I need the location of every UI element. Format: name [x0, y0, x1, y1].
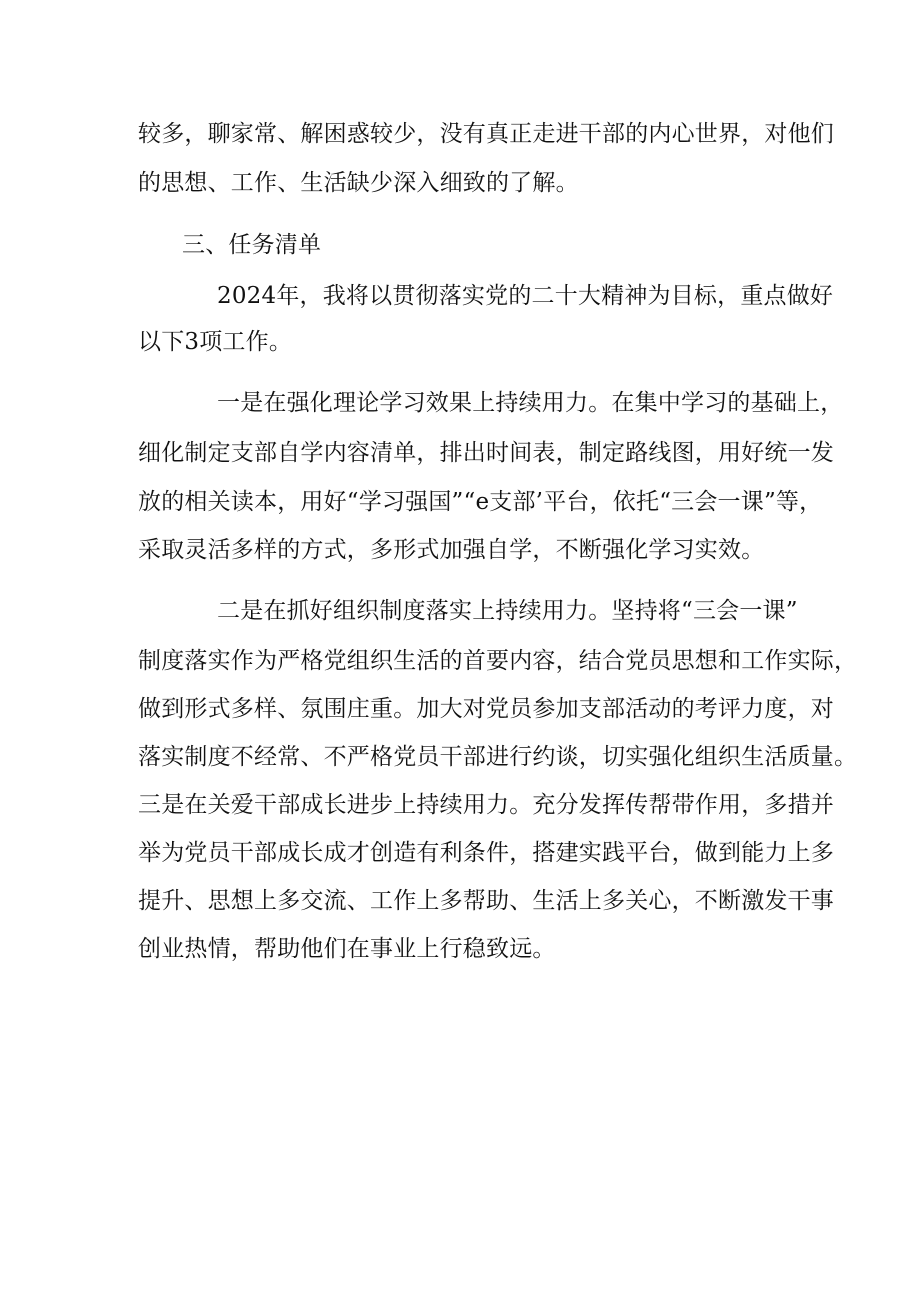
body-line: 制度落实作为严格党组织生活的首要内容，结合党员思想和工作实际，	[138, 648, 858, 674]
body-line: 举为党员干部成长成才创造有利条件，搭建实践平台，做到能力上多	[138, 840, 834, 866]
body-line: 2024年，我将以贯彻落实党的二十大精神为目标，重点做好	[217, 283, 834, 309]
body-line: 放的相关读本，用好“学习强国”“e支部’平台，依托“三会一课”等，	[138, 489, 823, 515]
body-line: 三是在关爱干部成长进步上持续用力。充分发挥传帮带作用，多措并	[138, 792, 834, 818]
body-line: 创业热情，帮助他们在事业上行稳致远。	[138, 936, 556, 962]
body-line: 提升、思想上多交流、工作上多帮助、生活上多关心，不断激发干事	[138, 888, 834, 914]
body-line: 二是在抓好组织制度落实上持续用力。坚持将“三会一课”	[217, 598, 798, 624]
body-line: 细化制定支部自学内容清单，排出时间表，制定路线图，用好统一发	[138, 440, 834, 466]
body-line: 较多，聊家常、解困惑较少，没有真正走进干部的内心世界，对他们	[138, 121, 834, 147]
section-heading: 三、任务清单	[182, 232, 322, 258]
body-line: 落实制度不经常、不严格党员干部进行约谈，切实强化组织生活质量。	[138, 744, 858, 770]
body-line: 采取灵活多样的方式，多形式加强自学，不断强化学习实效。	[138, 537, 765, 563]
body-line: 以下3项工作。	[138, 329, 293, 355]
body-line: 一是在强化理论学习效果上持续用力。在集中学习的基础上，	[217, 390, 844, 416]
body-line: 做到形式多样、氛围庄重。加大对党员参加支部活动的考评力度，对	[138, 696, 834, 722]
body-line: 的思想、工作、生活缺少深入细致的了解。	[138, 170, 579, 196]
